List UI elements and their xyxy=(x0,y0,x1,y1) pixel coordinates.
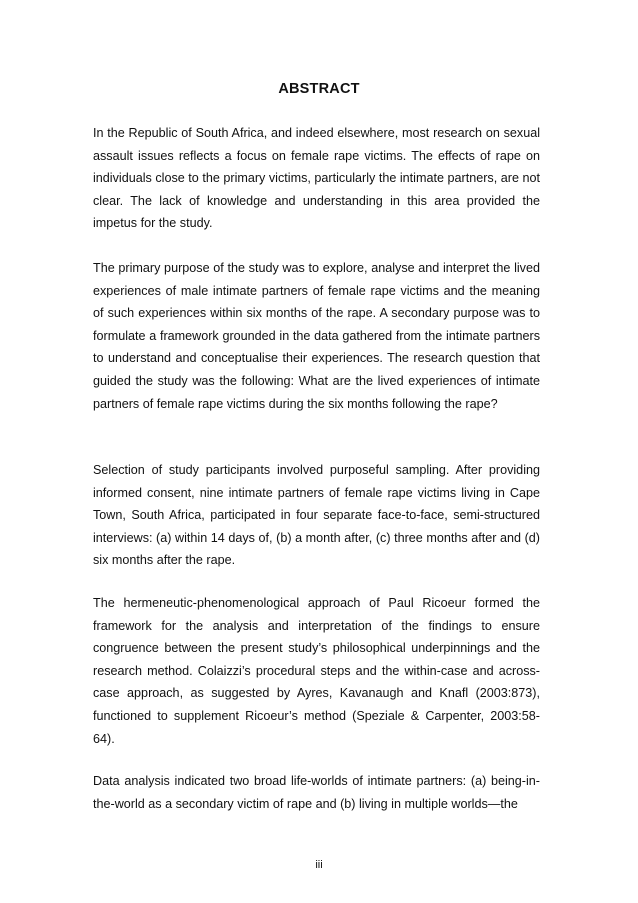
page-number: iii xyxy=(315,859,323,871)
paragraph-5: Data analysis indicated two broad life-worlds of intimate partners: (a) being-in-the-world as a secondary victim of rape and (b) living in multiple worlds—the xyxy=(93,774,540,811)
abstract-heading: ABSTRACT xyxy=(278,81,360,97)
paragraph-1: In the Republic of South Africa, and indeed elsewhere, most research on sexual assault issues reflects a focus on female rape victims. The effects of rape on individuals close to the primary victims, particularly the intimate partners, are not clear. The lack of knowledge and understanding in this area provided the impetus for the study. xyxy=(93,126,540,231)
paragraph-4: The hermeneutic-phenomenological approach of Paul Ricoeur formed the framework for the analysis and interpretation of the findings to ensure congruence between the present study’s philosophical underpinnings and the research method. Colaizzi’s procedural steps and the within-case and across-case approach, as suggested by Ayres, Kavanaugh and Knafl (2003:873), functioned to supplement Ricoeur’s method (Speziale & Carpenter, 2003:58-64). xyxy=(93,596,540,746)
paragraph-3: Selection of study participants involved purposeful sampling. After providing informed consent, nine intimate partners of female rape victims living in Cape Town, South Africa, participated in four separate face-to-face, semi-structured interviews: (a) within 14 days of, (b) a month after, (c) three months after and (d) six months after the rape. xyxy=(93,463,540,568)
paragraph-2: The primary purpose of the study was to explore, analyse and interpret the lived experiences of male intimate partners of female rape victims and the meaning of such experiences within six months of the rape. A secondary purpose was to formulate a framework grounded in the data gathered from the intimate partners to understand and conceptualise their experiences. The research question that guided the study was the following: What are the lived experiences of intimate partners of female rape victims during the six months following the rape? xyxy=(93,261,540,411)
